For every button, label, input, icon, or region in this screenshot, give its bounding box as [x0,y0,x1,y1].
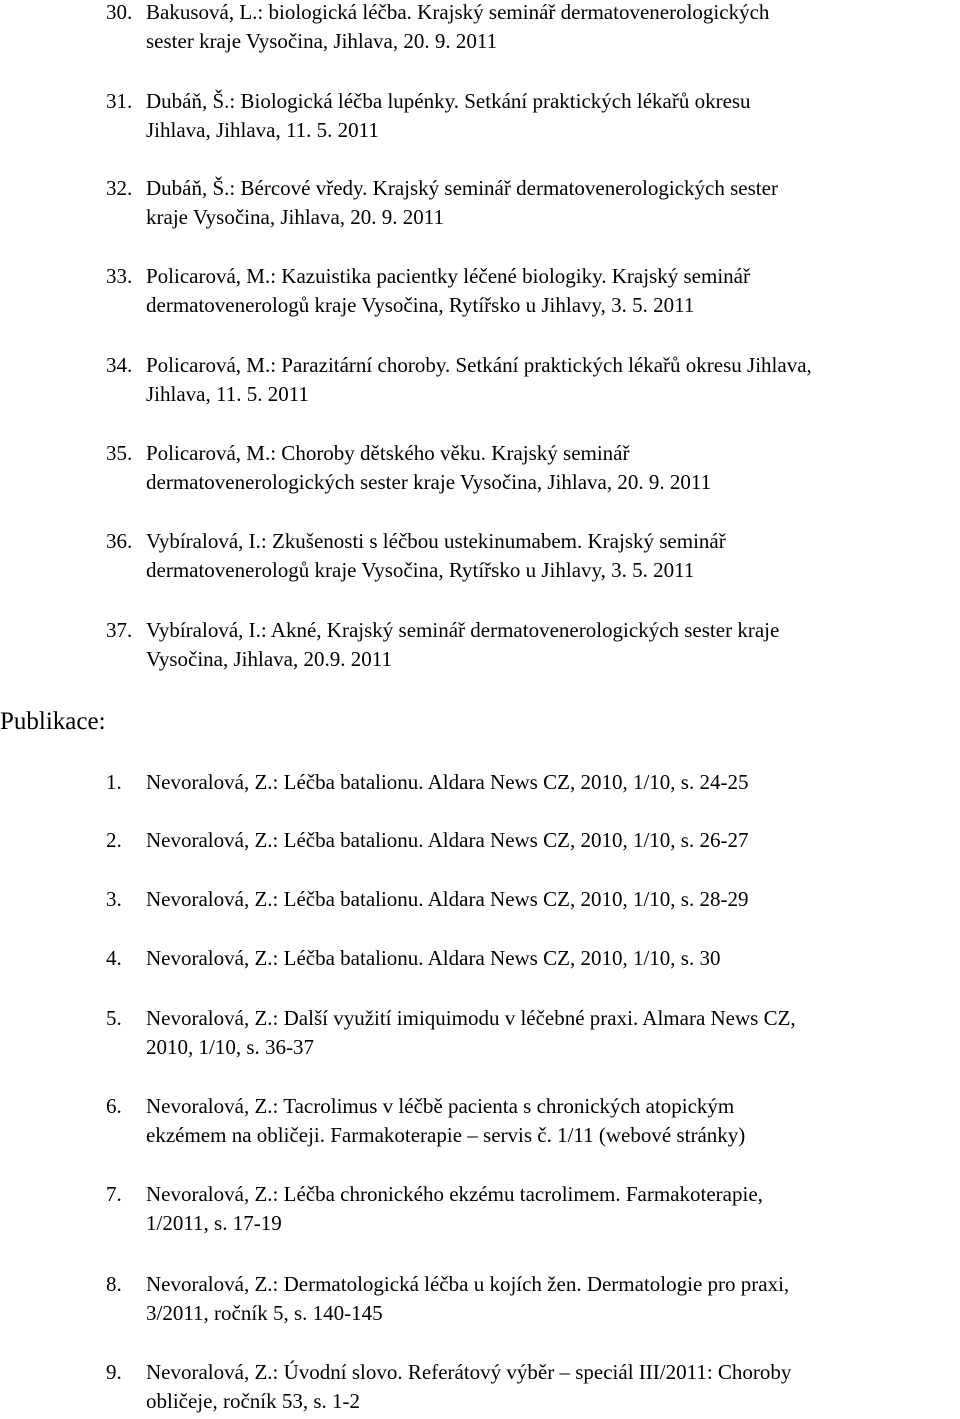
item-text: Bakusová, L.: biologická léčba. Krajský seminář dermatovenerologických sester kraje Vysočina, Jihlava, 20. 9. 2011 [146,0,770,53]
item-text: Vybíralová, I.: Zkušenosti s léčbou ustekinumabem. Krajský seminář dermatovenerologů kraje Vysočina, Rytířsko u Jihlavy, 3. 5. 2011 [146,529,726,582]
item-text: Nevoralová, Z.: Tacrolimus v léčbě pacienta s chronických atopickým ekzémem na obličeji. Farmakoterapie – servis č. 1/11 (webové stránky) [146,1094,746,1147]
item-number: 6. [106,1094,122,1118]
item-number: 9. [106,1360,122,1384]
item-number: 2. [106,828,122,852]
item-number: 1. [106,770,122,794]
item-number: 7. [106,1182,122,1206]
item-text: Nevoralová, Z.: Léčba batalionu. Aldara News CZ, 2010, 1/10, s. 26-27 [146,828,749,852]
item-text: Policarová, M.: Kazuistika pacientky léčené biologiky. Krajský seminář dermatovenerologů kraje Vysočina, Rytířsko u Jihlavy, 3. 5. 2011 [146,264,750,317]
item-number: 4. [106,946,122,970]
item-text: Nevoralová, Z.: Léčba batalionu. Aldara News CZ, 2010, 1/10, s. 24-25 [146,770,749,794]
item-text: Nevoralová, Z.: Úvodní slovo. Referátový výběr – speciál III/2011: Choroby obličeje, ročník 53, s. 1-2 [146,1360,792,1413]
item-number: 31. [106,89,133,113]
item-text: Vybíralová, I.: Akné, Krajský seminář dermatovenerologických sester kraje Vysočina, Jihlava, 20.9. 2011 [146,618,780,671]
item-number: 8. [106,1272,122,1296]
item-number: 34. [106,353,133,377]
item-text: Dubáň, Š.: Biologická léčba lupénky. Setkání praktických lékařů okresu Jihlava, Jihlava, 11. 5. 2011 [146,89,751,142]
item-number: 37. [106,618,133,642]
item-text: Policarová, M.: Choroby dětského věku. Krajský seminář dermatovenerologických sester kraje Vysočina, Jihlava, 20. 9. 2011 [146,441,712,494]
section-heading-publications: Publikace: [0,708,106,735]
item-text: Nevoralová, Z.: Dermatologická léčba u kojích žen. Dermatologie pro praxi, 3/2011, ročník 5, s. 140-145 [146,1272,790,1325]
item-number: 32. [106,176,133,200]
item-text: Nevoralová, Z.: Léčba chronického ekzému tacrolimem. Farmakoterapie, 1/2011, s. 17-19 [146,1182,763,1235]
item-number: 5. [106,1006,122,1030]
item-number: 33. [106,264,133,288]
item-text: Nevoralová, Z.: Další využití imiquimodu v léčebné praxi. Almara News CZ, 2010, 1/10, s. 36-37 [146,1006,796,1059]
item-number: 3. [106,887,122,911]
item-number: 36. [106,529,133,553]
item-text: Nevoralová, Z.: Léčba batalionu. Aldara News CZ, 2010, 1/10, s. 28-29 [146,887,749,911]
item-text: Nevoralová, Z.: Léčba batalionu. Aldara News CZ, 2010, 1/10, s. 30 [146,946,721,970]
item-text: Dubáň, Š.: Bércové vředy. Krajský seminář dermatovenerologických sester kraje Vysočina, Jihlava, 20. 9. 2011 [146,176,778,229]
item-number: 35. [106,441,133,465]
item-number: 30. [106,0,133,24]
item-text: Policarová, M.: Parazitární choroby. Setkání praktických lékařů okresu Jihlava, Jihlava, 11. 5. 2011 [146,353,812,406]
